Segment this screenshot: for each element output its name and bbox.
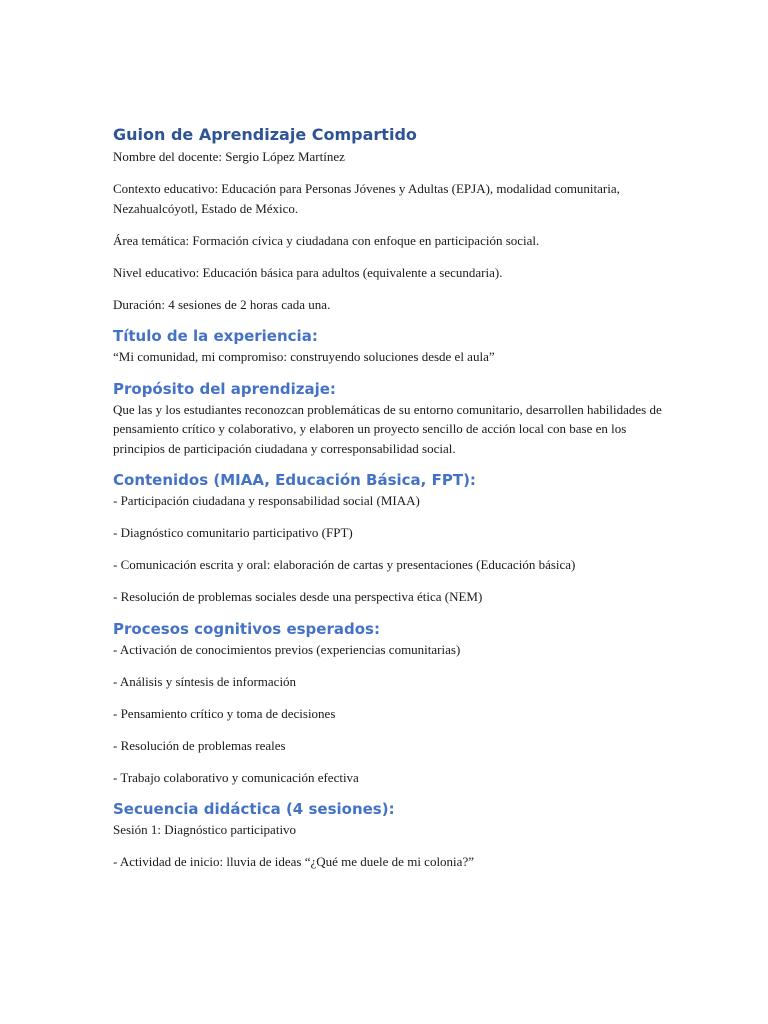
section-heading-contents: Contenidos (MIAA, Educación Básica, FPT): (113, 471, 476, 489)
section-heading-cognitive-processes: Procesos cognitivos esperados: (113, 619, 380, 638)
list-item: - Resolución de problemas reales (113, 737, 286, 753)
section-heading-didactic-sequence: Secuencia didáctica (4 sesiones): (113, 800, 395, 818)
section-heading-title: Título de la experiencia: (113, 327, 318, 345)
list-item: - Comunicación escrita y oral: elaboración de cartas y presentaciones (Educación básica) (113, 557, 576, 572)
list-item: - Resolución de problemas sociales desde una perspectiva ética (NEM) (113, 589, 483, 604)
document-page (113, 123, 673, 872)
purpose-text: Que las y los estudiantes reconozcan problemáticas de su entorno comunitario, desarrollen habilidades de pensamiento crítico y colaborativo, y elaboren un proyecto sencillo de acción local con base en los principios de participación ciudadana y corresponsabilidad social. (113, 401, 662, 456)
thematic-area: Área temática: Formación cívica y ciudadana con enfoque en participación social. (113, 232, 540, 248)
list-item: - Trabajo colaborativo y comunicación efectiva (113, 769, 359, 785)
teacher-name: Nombre del docente: Sergio López Martínez (113, 149, 345, 164)
list-item: - Análisis y síntesis de información (113, 673, 297, 689)
section-heading-purpose: Propósito del aprendizaje: (113, 379, 336, 398)
duration: Duración: 4 sesiones de 2 horas cada una. (113, 296, 331, 312)
educational-context: Contexto educativo: Educación para Personas Jóvenes y Adultas (EPJA), modalidad comunitaria, Nezahualcóyotl, Estado de México. (113, 181, 620, 216)
list-item: - Diagnóstico comunitario participativo (FPT) (113, 525, 353, 540)
session-title: Sesión 1: Diagnóstico participativo (113, 822, 297, 837)
experience-title: “Mi comunidad, mi compromiso: construyendo soluciones desde el aula” (113, 349, 495, 364)
list-item: - Pensamiento crítico y toma de decisiones (113, 705, 336, 721)
document-title: Guion de Aprendizaje Compartido (113, 125, 417, 144)
list-item: - Actividad de inicio: lluvia de ideas “¿Qué me duele de mi colonia?” (113, 854, 474, 869)
list-item: - Activación de conocimientos previos (experiencias comunitarias) (113, 641, 461, 657)
list-item: - Participación ciudadana y responsabilidad social (MIAA) (113, 493, 420, 508)
educational-level: Nivel educativo: Educación básica para adultos (equivalente a secundaria). (113, 264, 503, 280)
